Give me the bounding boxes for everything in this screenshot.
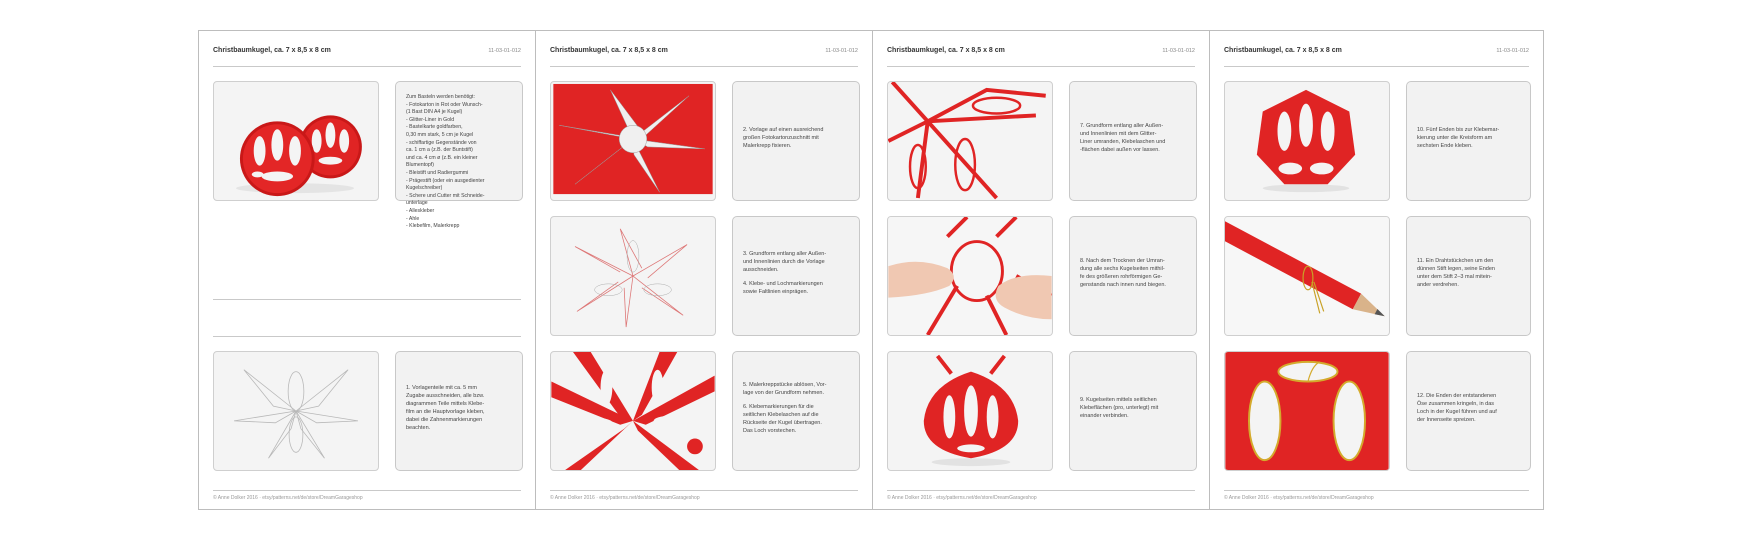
page-4	[1209, 30, 1544, 510]
step-10-text: 10. Fünf Enden bis zur Klebemar- kierung unter die Kreisform am sechsten Ende kleben.	[1417, 127, 1500, 149]
section-divider	[213, 299, 521, 300]
step-9-photo	[887, 351, 1053, 471]
step-6-text: 6. Klebemarkierungen für die seitlichen Klebelaschen auf die Rückseite der Kugel übertragen. Das Loch vorstechen.	[743, 404, 822, 434]
article-number: 11-03-01-012	[1496, 48, 1529, 54]
footer-divider	[887, 490, 1195, 491]
step-7-text: 7. Grundform entlang aller Außen- und Innenlinien mit dem Glitter- Liner umranden, Klebelaschen und -flächen dabei außen vor lassen.	[1080, 123, 1166, 153]
step-9-card	[1069, 351, 1197, 471]
article-number: 11-03-01-012	[825, 48, 858, 54]
step-10-photo	[1224, 81, 1390, 201]
step-4-text: 4. Klebe- und Lochmarkierungen sowie Faltlinien einprägen.	[743, 281, 823, 295]
page-title: Christbaumkugel, ca. 7 x 8,5 x 8 cm	[1224, 47, 1342, 54]
step-12-card	[1406, 351, 1531, 471]
footer-copyright: © Anne Dolker 2016 · etsy/patterns.net/de/store/DreamGarageshop	[550, 495, 700, 501]
page-title: Christbaumkugel, ca. 7 x 8,5 x 8 cm	[887, 47, 1005, 54]
materials-card	[395, 81, 523, 230]
article-number: 11-03-01-012	[1162, 48, 1195, 54]
header-divider	[213, 66, 521, 67]
assembled-ornament-image	[1225, 82, 1389, 200]
footer-copyright: © Anne Dolker 2016 · etsy/patterns.net/de/store/DreamGarageshop	[887, 495, 1037, 501]
step-12-text: 12. Die Enden der entstandenen Öse zusammen kringeln, in das Loch in der Kugel führen und auf der Innenseite spreizen.	[1417, 393, 1497, 423]
step-1-card	[395, 351, 523, 471]
step-9-text: 9. Kugelseiten mittels seitlichen Klebeflächen (pro, unterlegt) mit einander verbinden.	[1080, 397, 1159, 419]
template-on-red-card-image	[551, 82, 715, 200]
page-2	[535, 30, 873, 510]
footer-copyright: © Anne Dolker 2016 · etsy/patterns.net/de/store/DreamGarageshop	[1224, 495, 1374, 501]
step-12-photo	[1224, 351, 1390, 471]
step-2-text: 2. Vorlage auf einen ausreichend großen Fotokartonzuschnitt mit Malerkrepp fixieren.	[743, 127, 824, 149]
step-8-text: 8. Nach dem Trocknen der Umran- dung alle sechs Kugelseiten mithil- fe des größeren rohrförmigen Ge- genstands nach innen rund biegen.	[1080, 258, 1166, 288]
header-divider	[1224, 66, 1529, 67]
step-10-card	[1406, 81, 1531, 201]
hands-bending-ornament-image	[888, 217, 1052, 335]
step-11-card	[1406, 216, 1531, 336]
page-1	[198, 30, 536, 510]
step-3-photo	[550, 216, 716, 336]
step-2-card	[732, 81, 860, 201]
step-11-text: 11. Ein Drahtstückchen um den dünnen Stift legen, seine Enden unter dem Stift 2–3 mal mitein- ander verdrehen.	[1417, 258, 1495, 288]
footer-divider	[550, 490, 858, 491]
partially-assembled-ornament-image	[888, 352, 1052, 470]
step-8-photo	[887, 216, 1053, 336]
paper-template-image	[214, 352, 378, 470]
step-5-text: 5. Malerkreppstücke ablösen, Vor- lage von der Grundform nehmen.	[743, 382, 827, 396]
red-cutout-star-image	[551, 352, 715, 470]
step-2-photo	[550, 81, 716, 201]
footer-divider	[213, 490, 521, 491]
header-divider	[887, 66, 1195, 67]
step-5-photo	[550, 351, 716, 471]
footer-copyright: © Anne Dolker 2016 · etsy/patterns.net/de/store/DreamGarageshop	[213, 495, 363, 501]
glitter-outlined-cutout-image	[888, 82, 1052, 200]
finished-ornament-photo	[213, 81, 379, 201]
step-5-6-card	[732, 351, 860, 471]
materials-text: Zum Basteln werden benötigt: - Fotokarton in Rot oder Wunsch- (1 Bast DIN A4 je Kugel) - Glitter-Liner in Gold - Bastelkarte goldfarben, 0,30 mm stark, 5 cm je Kugel - schiffartige Gegenstände von ca. 1 cm a (z.B. der Buntstift) und ca. 4 cm ø (z.B. ein kleiner Blumentopf) - Bleistift und Radiergummi - Prägestift (oder ein ausgedienter Kugelschreiber) - Schere und Cutter mit Schneide- unterlage - Alleskleber - Ahle - Klebefilm, Malerkrepp	[406, 94, 485, 230]
step-3-text: 3. Grundform entlang aller Außen- und Innenlinien durch die Vorlage ausschneiden.	[743, 251, 827, 273]
page-title: Christbaumkugel, ca. 7 x 8,5 x 8 cm	[213, 47, 331, 54]
article-number: 11-03-01-012	[488, 48, 521, 54]
step-7-photo	[887, 81, 1053, 201]
header-divider	[550, 66, 858, 67]
red-ornament-balls-image	[214, 82, 378, 200]
section-divider	[213, 336, 521, 337]
step-8-card	[1069, 216, 1197, 336]
footer-divider	[1224, 490, 1529, 491]
step-1-text: 1. Vorlagenteile mit ca. 5 mm Zugabe ausschneiden, alle bzw. diagrammen Teile mittels Klebe- film an die Hauptvorlage kleben, dabei die Zahnenmarkierungen beachten.	[406, 385, 485, 431]
step-11-photo	[1224, 216, 1390, 336]
step-3-4-card	[732, 216, 860, 336]
page-3	[872, 30, 1210, 510]
pencil-with-wire-image	[1225, 217, 1389, 335]
template-photo	[213, 351, 379, 471]
step-7-card	[1069, 81, 1197, 201]
page-title: Christbaumkugel, ca. 7 x 8,5 x 8 cm	[550, 47, 668, 54]
ornament-hanger-closeup-image	[1225, 352, 1389, 470]
cut-out-template-image	[551, 217, 715, 335]
